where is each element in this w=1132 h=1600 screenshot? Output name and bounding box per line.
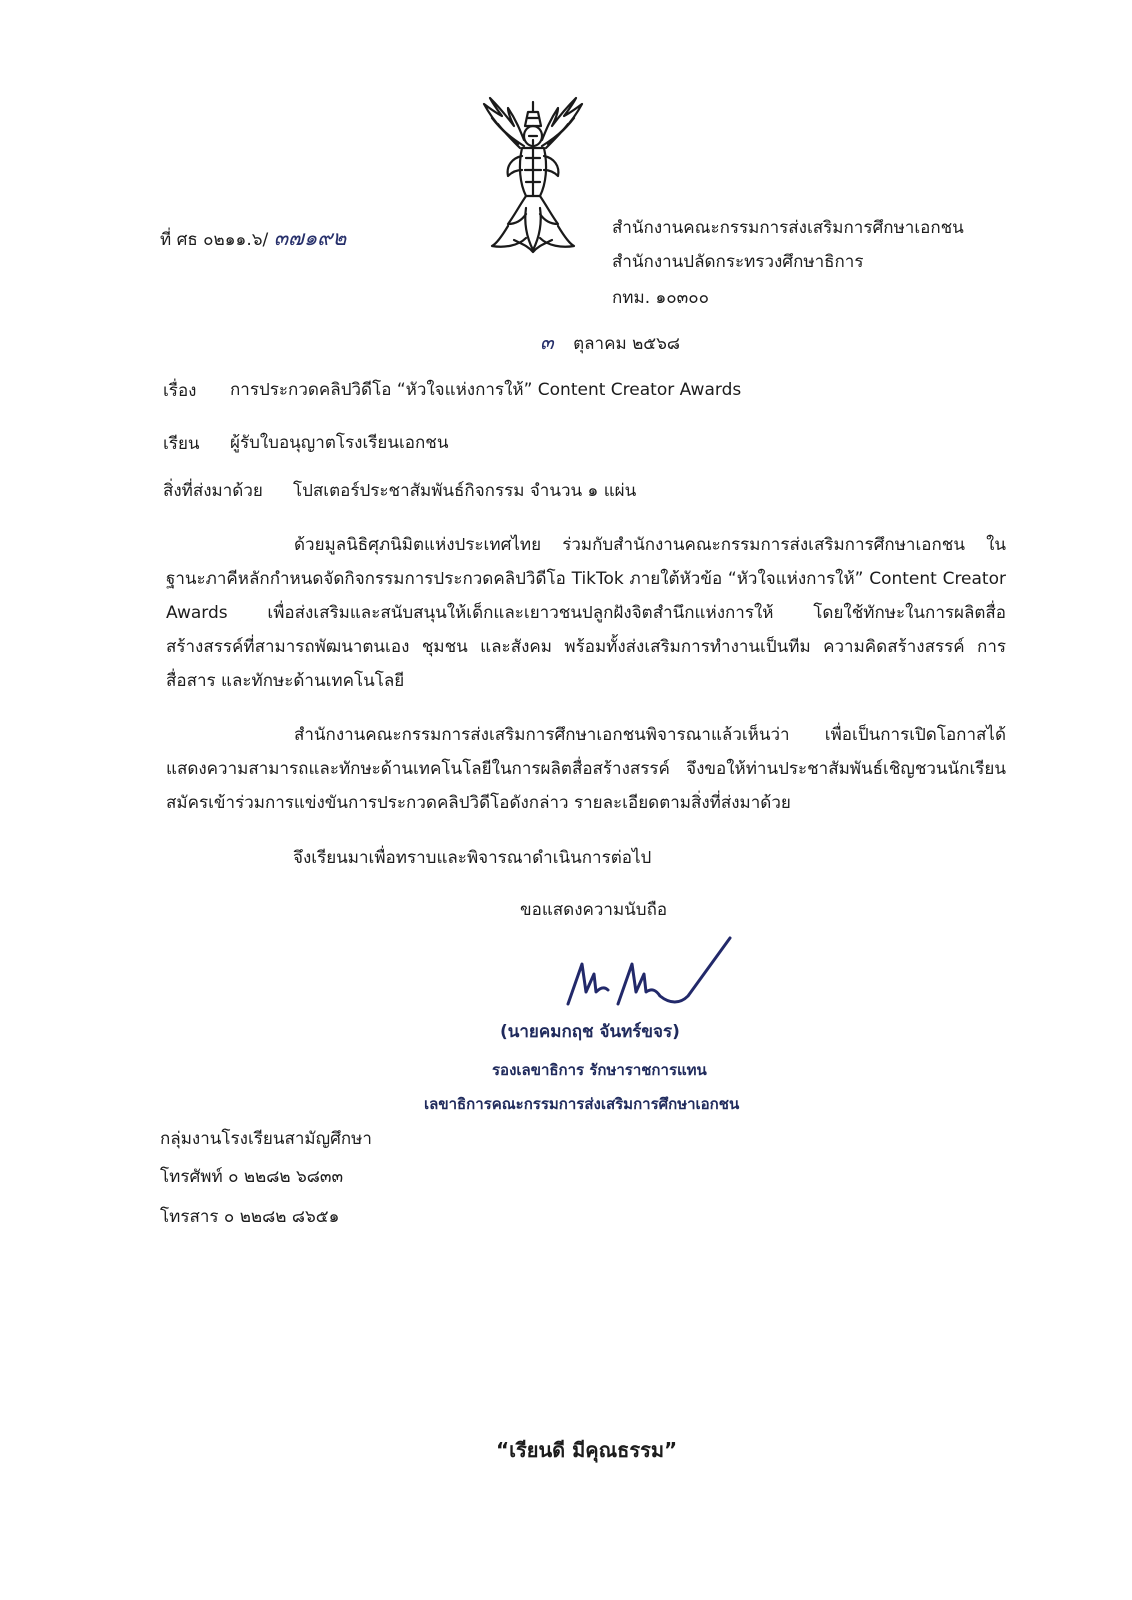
body-paragraph-2-text: สำนักงานคณะกรรมการส่งเสริมการศึกษาเอกชนพิจารณาแล้วเห็นว่า เพื่อเป็นการเปิดโอกาสได้แสดงความสามารถและทักษะด้านเทคโนโลยีในการผลิตสื่อสร้างสรรค์ จึงขอให้ท่านประชาสัมพันธ์เชิญชวนนักเรียนสมัครเข้าร่วมการแข่งขันการประกวดคลิปวิดีโอดังกล่าว รายละเอียดตามสิ่งที่ส่งมาด้วย — [166, 725, 1006, 813]
reference-handwritten: ๓๗๑๙๒ — [273, 226, 347, 250]
to-label: เรียน — [163, 434, 200, 454]
body-paragraph-1-text: ด้วยมูลนิธิศุภนิมิตแห่งประเทศไทย ร่วมกับสำนักงานคณะกรรมการส่งเสริมการศึกษาเอกชน ในฐานะภาคีหลักกำหนดจัดกิจกรรมการประกวดคลิปวิดีโอ TikTok ภายใต้หัวข้อ “หัวใจแห่งการให้” Content Creator Awards เพื่อส่งเสริมและสนับสนุนให้เด็กและเยาวชนปลูกฝังจิตสำนึกแห่งการให้ โดยใช้ทักษะในการผลิตสื่อสร้างสรรค์ที่สามารถพัฒนาตนเอง ชุมชน และสังคม พร้อมทั้งส่งเสริมการทำงานเป็นทีม ความคิดสร้างสรรค์ การสื่อสาร และทักษะด้านเทคโนโลยี — [166, 535, 1006, 691]
closing-regards: ขอแสดงความนับถือ — [520, 900, 668, 920]
contact-group: กลุ่มงานโรงเรียนสามัญศึกษา — [160, 1129, 372, 1149]
office-line-1: สำนักงานคณะกรรมการส่งเสริมการศึกษาเอกชน — [612, 218, 964, 238]
subject-label: เรื่อง — [163, 381, 197, 401]
document-date — [540, 330, 680, 356]
office-line-2: สำนักงานปลัดกระทรวงศึกษาธิการ — [612, 252, 864, 272]
body-paragraph-1 — [166, 528, 1006, 698]
signer-name: (นายคมกฤช จันทร์ขจร) — [500, 1022, 680, 1042]
reference-number — [160, 226, 346, 252]
handwritten-signature — [560, 934, 740, 1024]
contact-fax: โทรสาร ๐ ๒๒๘๒ ๘๖๕๑ — [160, 1207, 340, 1227]
signer-title-1: รองเลขาธิการ รักษาราชการแทน — [492, 1061, 707, 1079]
enclosure-value: โปสเตอร์ประชาสัมพันธ์กิจกรรม จำนวน ๑ แผ่น — [293, 481, 637, 501]
body-paragraph-3: จึงเรียนมาเพื่อทราบและพิจารณาดำเนินการต่อไป — [293, 848, 652, 868]
enclosure-label: สิ่งที่ส่งมาด้วย — [163, 481, 263, 501]
body-paragraph-2 — [166, 718, 1006, 820]
office-line-3: กทม. ๑๐๓๐๐ — [612, 288, 710, 308]
garuda-emblem-icon — [478, 96, 588, 256]
date-day-handwritten: ๓ — [540, 330, 554, 354]
contact-phone: โทรศัพท์ ๐ ๒๒๘๒ ๖๘๓๓ — [160, 1167, 344, 1187]
subject-value: การประกวดคลิปวิดีโอ “หัวใจแห่งการให้” Content Creator Awards — [230, 380, 742, 400]
date-month-year: ตุลาคม ๒๕๖๘ — [573, 334, 681, 354]
footer-motto: “เรียนดี มีคุณธรรม” — [496, 1438, 678, 1462]
signer-title-2: เลขาธิการคณะกรรมการส่งเสริมการศึกษาเอกชน — [424, 1095, 740, 1113]
reference-prefix: ที่ ศธ ๐๒๑๑.๖/ — [160, 230, 269, 250]
to-value: ผู้รับใบอนุญาตโรงเรียนเอกชน — [230, 433, 449, 453]
